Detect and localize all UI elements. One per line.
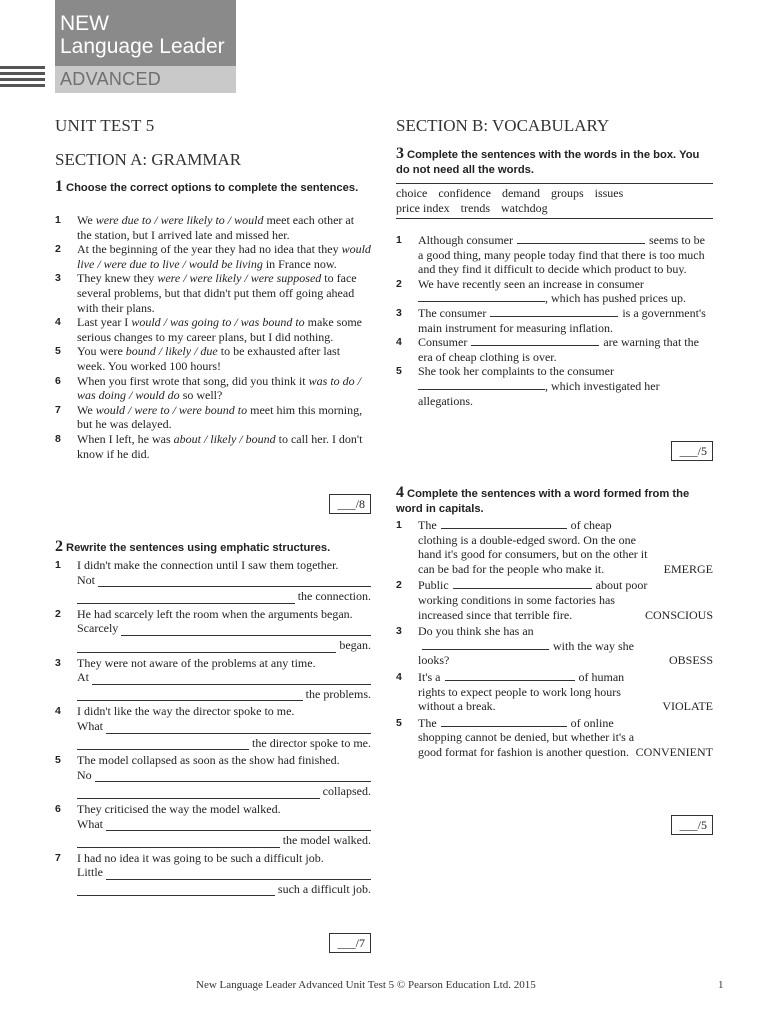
q1-item-text: in France now. <box>262 256 337 271</box>
q2-list <box>55 558 371 899</box>
q1-item <box>55 374 371 403</box>
word-box-item: confidence <box>438 186 491 200</box>
q4-text-before: It's a <box>418 669 441 684</box>
q3-text-after: seems to be a good thing, many people today find that there is too much and they find it difficult to decide which product to buy. <box>418 233 705 277</box>
q3-instruction-text: Complete the sentences with the words in the box. You do not need all the words. <box>396 149 700 176</box>
q2-sentence: I didn't make the connection until I saw them together. <box>77 558 339 572</box>
q3-item <box>396 306 713 335</box>
q1-item-text: to face several problems, but that didn't put them off going ahead with their plans. <box>77 271 357 315</box>
item-number: 5 <box>55 754 61 767</box>
q3-text-after: , which investigated her allegations. <box>418 378 660 408</box>
q4-text <box>418 624 648 668</box>
answer-blank[interactable] <box>453 578 592 589</box>
q2-item <box>55 704 371 750</box>
q1-number: 1 <box>55 178 63 195</box>
brand-title <box>55 0 236 66</box>
q4-item <box>396 670 713 714</box>
q1-item-text: At the beginning of the year they had no idea that they <box>77 242 342 257</box>
answer-blank[interactable] <box>77 641 336 653</box>
answer-blank[interactable] <box>77 787 320 799</box>
q2-answer-line-2 <box>77 882 371 897</box>
answer-blank[interactable] <box>106 819 371 831</box>
answer-blank[interactable] <box>121 624 371 636</box>
q2-sentence: I didn't like the way the director spoke to me. <box>77 704 295 719</box>
unit-title: UNIT TEST 5 <box>55 116 155 135</box>
item-number: 3 <box>396 306 402 319</box>
q1-item-options[interactable]: were / were likely / were supposed <box>157 271 322 286</box>
word-box-row-2 <box>396 201 713 216</box>
q1-item-text: They knew they <box>77 271 158 286</box>
q4-text-after: of cheap clothing is a double-edged sword. On the one hand it's good for consumers, but on the other it can be bad for the people who make it. <box>418 518 648 576</box>
footer-copyright: New Language Leader Advanced Unit Test 5 © Pearson Education Ltd. 2015 <box>196 979 536 991</box>
section-b-title: SECTION B: VOCABULARY <box>396 116 610 135</box>
answer-blank[interactable] <box>77 836 280 848</box>
q1-score-box: ___/8 <box>329 494 371 514</box>
q4-text <box>418 518 648 576</box>
q1-item-options[interactable]: was to do / was doing / would do <box>77 373 361 403</box>
q2-start-word: At <box>77 670 89 685</box>
q2-answer-line-1 <box>77 768 371 783</box>
q1-item <box>55 403 371 432</box>
header-stripes-right <box>246 66 768 88</box>
q1-item <box>55 432 371 461</box>
page-number: 1 <box>718 979 724 991</box>
q1-item-options[interactable]: would live / were due to live / would be living <box>77 242 371 271</box>
q1-item-text: When you first wrote that song, did you think it <box>77 373 309 388</box>
word-box-item: trends <box>460 200 490 215</box>
level-label: ADVANCED <box>55 66 236 93</box>
q2-end-words: such a difficult job. <box>277 881 371 896</box>
q1-item-text: to call her. I don't know if he did. <box>77 431 363 461</box>
brand-line-1: NEW <box>60 12 109 35</box>
q2-answer-line-1 <box>77 865 371 880</box>
q4-text <box>418 578 648 622</box>
item-number: 2 <box>396 579 402 592</box>
q4-capital-word: CONVENIENT <box>635 744 713 759</box>
item-number: 5 <box>55 345 61 358</box>
q1-item <box>55 344 371 373</box>
answer-blank[interactable] <box>471 335 599 346</box>
item-number: 4 <box>55 705 61 718</box>
q1-item-options[interactable]: were due to / were likely to / would <box>95 213 264 227</box>
brand-line-2: Language Leader <box>60 35 225 58</box>
q2-end-words: began. <box>339 637 371 652</box>
q2-answer-line-1 <box>77 817 371 832</box>
q2-sentence: He had scarcely left the room when the arguments began. <box>77 606 353 621</box>
answer-blank[interactable] <box>422 639 549 650</box>
answer-blank[interactable] <box>418 291 545 302</box>
q2-sentence: The model collapsed as soon as the show had finished. <box>77 753 340 768</box>
answer-blank[interactable] <box>95 770 371 782</box>
q1-item-text: so well? <box>179 388 223 403</box>
q4-text-after: of online shopping cannot be denied, but whether it's a good format for fashion is another question. <box>418 715 635 759</box>
brand-logo <box>55 0 236 93</box>
q3-text-after: are warning that the era of cheap clothing is over. <box>418 335 699 364</box>
q3-text-before: The consumer <box>418 305 487 320</box>
q2-instruction <box>55 539 371 556</box>
q2-item <box>55 753 371 799</box>
answer-blank[interactable] <box>517 233 645 244</box>
q2-item <box>55 558 371 604</box>
answer-blank[interactable] <box>106 868 371 880</box>
q4-text-before: The <box>418 518 437 532</box>
q4-text-before: The <box>418 715 437 730</box>
q2-answer-line-2 <box>77 589 371 604</box>
q2-item <box>55 851 371 897</box>
q3-item <box>396 364 713 408</box>
q2-answer-line-2 <box>77 736 371 751</box>
item-number: 7 <box>55 403 61 416</box>
item-number: 2 <box>55 607 61 620</box>
q2-start-word: Not <box>77 572 95 587</box>
q2-number: 2 <box>55 538 63 555</box>
q1-item-options[interactable]: bound / likely / due <box>125 344 218 359</box>
q4-instruction-text: Complete the sentences with a word formed from the word in capitals. <box>396 488 690 515</box>
item-number: 2 <box>396 277 402 290</box>
q1-item <box>55 315 371 344</box>
item-number: 4 <box>396 336 402 349</box>
q1-item-text: When I left, he was <box>77 431 174 446</box>
q2-start-word: What <box>77 718 103 733</box>
item-number: 3 <box>396 625 402 638</box>
item-number: 7 <box>55 851 61 864</box>
q3-score-box: ___/5 <box>671 441 713 461</box>
word-box-item: choice <box>396 186 428 200</box>
q4-text-after: with the way she looks? <box>418 638 634 668</box>
q1-item-options[interactable]: would / was going to / was bound to <box>131 315 305 330</box>
item-number: 6 <box>55 374 61 387</box>
q1-item-options[interactable]: would / were to / were bound to <box>95 402 248 417</box>
q2-item <box>55 607 371 653</box>
q2-sentence: They criticised the way the model walked. <box>77 801 281 816</box>
answer-blank[interactable] <box>77 738 249 750</box>
q3-list <box>396 233 713 408</box>
item-number: 2 <box>55 243 61 256</box>
q2-start-word: Scarcely <box>77 621 119 636</box>
q2-answer-line-1 <box>77 621 371 636</box>
answer-blank[interactable] <box>445 670 575 681</box>
q1-item-text: You were <box>77 344 126 359</box>
item-number: 4 <box>55 316 61 329</box>
answer-blank[interactable] <box>490 306 618 317</box>
q4-item <box>396 624 713 668</box>
answer-blank[interactable] <box>98 575 371 587</box>
q4-list <box>396 518 713 762</box>
q1-item-text: Last year I <box>77 315 132 330</box>
q3-item <box>396 335 713 364</box>
q1-item-text: make some serious changes to my career plans, but I did nothing. <box>77 315 362 344</box>
q4-text <box>418 670 648 714</box>
q4-item <box>396 518 713 576</box>
q2-item <box>55 656 371 702</box>
q1-item-text: We <box>77 402 96 417</box>
q2-answer-line-2 <box>77 833 371 848</box>
q2-start-word: What <box>77 816 103 831</box>
q3-number: 3 <box>396 145 404 162</box>
q1-instruction <box>55 179 371 196</box>
item-number: 6 <box>55 802 61 815</box>
q4-capital-word: EMERGE <box>663 561 713 576</box>
q1-item <box>55 242 371 271</box>
header-stripes-left <box>0 66 45 88</box>
word-box-item: price index <box>396 200 450 215</box>
section-a-title: SECTION A: GRAMMAR <box>55 150 242 169</box>
item-number: 1 <box>396 519 402 531</box>
q4-capital-word: OBSESS <box>668 653 713 668</box>
q2-answer-line-2 <box>77 638 371 653</box>
answer-blank[interactable] <box>106 722 371 734</box>
answer-blank[interactable] <box>441 716 567 727</box>
q1-list <box>55 213 371 461</box>
q1-item-text: meet him this morning, but he was delayed. <box>77 402 363 432</box>
q4-item <box>396 716 713 760</box>
answer-blank[interactable] <box>77 592 295 604</box>
answer-blank[interactable] <box>441 518 567 529</box>
q3-text-before: She took her complaints to the consumer <box>418 364 614 379</box>
q2-score-box: ___/7 <box>329 933 371 953</box>
q3-text-after: , which has pushed prices up. <box>545 291 686 306</box>
q4-number: 4 <box>396 484 404 501</box>
q1-item-text: meet each other at the station, but I arrived late and missed her. <box>77 213 355 242</box>
q3-instruction <box>396 146 713 178</box>
q1-item <box>55 213 371 242</box>
q3-item <box>396 277 713 306</box>
answer-blank[interactable] <box>92 673 371 685</box>
word-box-item: demand <box>501 186 540 200</box>
q4-text-before: Do you think she has an <box>418 624 534 639</box>
q2-sentence: I had no idea it was going to be such a difficult job. <box>77 850 324 865</box>
q2-answer-line-2 <box>77 784 371 799</box>
q2-end-words: collapsed. <box>322 784 371 799</box>
q2-answer-line-1 <box>77 719 371 734</box>
q2-end-words: the problems. <box>305 686 371 701</box>
item-number: 3 <box>55 272 61 285</box>
q2-answer-line-1 <box>77 670 371 685</box>
q1-item <box>55 271 371 315</box>
item-number: 1 <box>55 559 61 571</box>
q2-sentence: They were not aware of the problems at any time. <box>77 655 316 670</box>
q4-text-after: about poor working conditions in some factories has increased since that terrible fire. <box>418 578 648 622</box>
word-box-item: issues <box>594 186 624 200</box>
item-number: 8 <box>55 432 61 445</box>
q2-end-words: the director spoke to me. <box>252 735 371 750</box>
q2-instruction-text: Rewrite the sentences using emphatic structures. <box>66 542 331 554</box>
answer-blank[interactable] <box>77 689 303 701</box>
q2-start-word: No <box>77 767 92 782</box>
q4-instruction <box>396 485 713 517</box>
q3-text-before: Consumer <box>418 335 468 350</box>
q3-item <box>396 233 713 277</box>
word-box-item: groups <box>550 186 584 200</box>
q4-text-before: Public <box>418 578 449 593</box>
answer-blank[interactable] <box>418 379 545 390</box>
q3-text-before: We have recently seen an increase in consumer <box>418 276 644 291</box>
q4-capital-word: CONSCIOUS <box>644 607 713 622</box>
q4-text-after: of human rights to expect people to work long hours without a break. <box>418 669 625 714</box>
q3-text-after: is a government's main instrument for measuring inflation. <box>418 305 706 335</box>
q4-text <box>418 716 648 760</box>
answer-blank[interactable] <box>77 884 275 896</box>
item-number: 1 <box>55 214 61 226</box>
q4-score-box: ___/5 <box>671 815 713 835</box>
item-number: 3 <box>55 656 61 669</box>
item-number: 5 <box>396 365 402 378</box>
q2-answer-line-2 <box>77 687 371 702</box>
item-number: 1 <box>396 234 402 246</box>
q2-item <box>55 802 371 848</box>
q2-start-word: Little <box>77 865 103 880</box>
q1-item-options[interactable]: about / likely / bound <box>173 431 276 446</box>
item-number: 5 <box>396 716 402 729</box>
q4-item <box>396 578 713 622</box>
word-box-row-1 <box>396 186 713 201</box>
word-box <box>396 183 713 219</box>
q3-text-before: Although consumer <box>418 233 513 247</box>
item-number: 4 <box>396 670 402 683</box>
q2-end-words: the model walked. <box>282 833 371 848</box>
q1-item-text: We <box>77 213 96 227</box>
q2-answer-line-1 <box>77 573 371 588</box>
q2-end-words: the connection. <box>297 589 371 604</box>
q1-instruction-text: Choose the correct options to complete the sentences. <box>66 182 359 194</box>
q4-capital-word: VIOLATE <box>662 699 713 714</box>
q1-item-text: to be exhausted after last week. You worked 100 hours! <box>77 344 341 373</box>
word-box-item: watchdog <box>500 200 548 215</box>
